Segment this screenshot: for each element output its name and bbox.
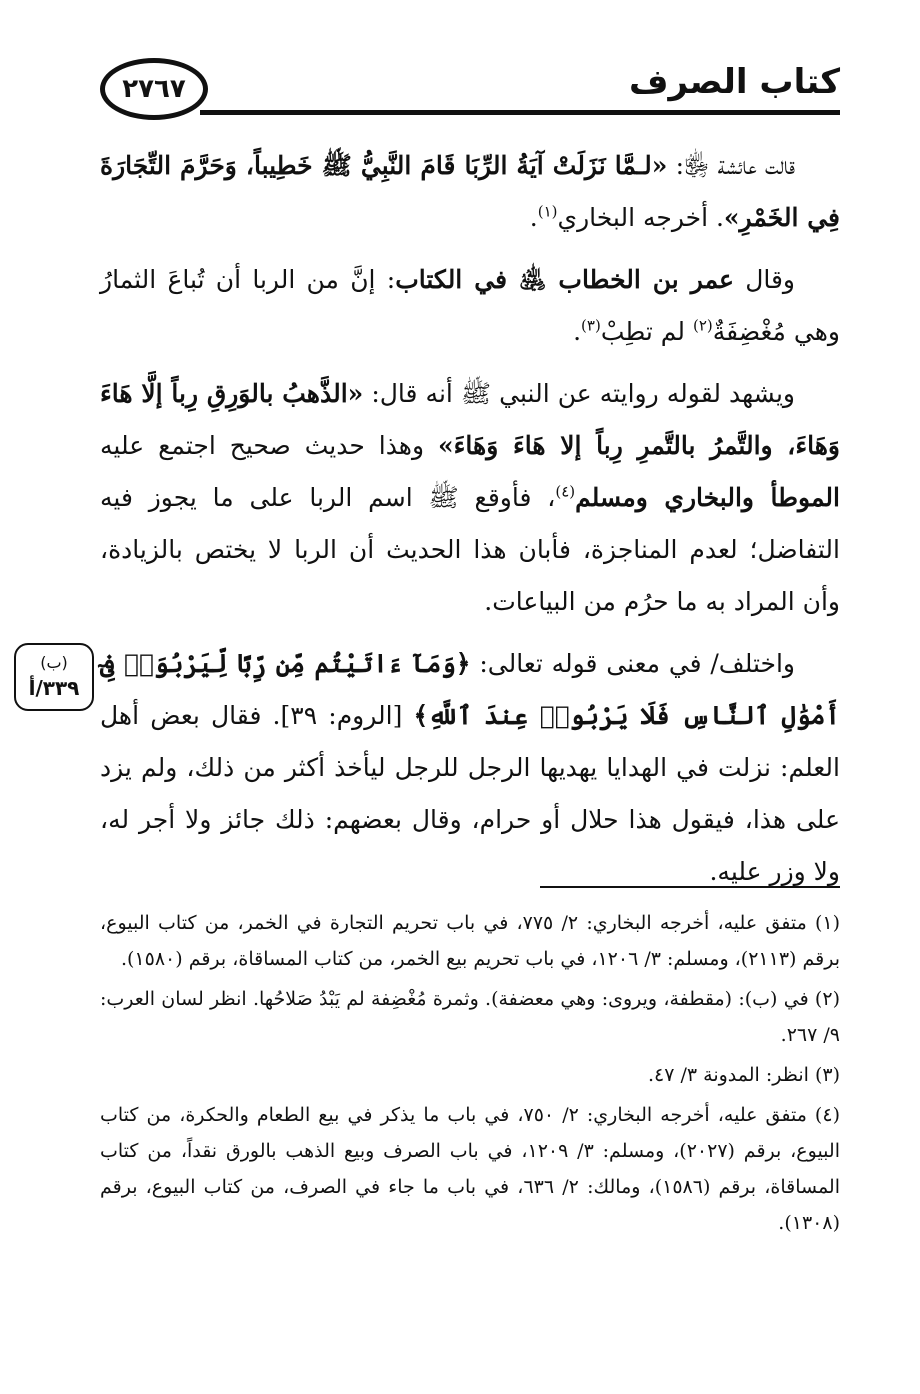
footnote-separator <box>540 886 840 888</box>
text-span: وقال <box>733 265 795 294</box>
text-span: . <box>529 203 538 232</box>
footnote-ref-1[interactable]: (١) <box>537 202 558 221</box>
footnote-4: (٤) متفق عليه، أخرجه البخاري: ٢/ ٧٥٠، في باب ما يذكر في بيع الطعام والحكرة، من كتاب البيوع، برقم (٢٠٢٧)، ومسلم: ٣/ ١٢٠٩، في باب الصرف وبيع الذهب بالورق نقداً، من كتاب المساقاة، برقم (١٥٨٦)، ومالك: ٢/ ٦٣٦، في باب ما جاء في الصرف، من كتاب البيوع، برقم (١٣٠٨). <box>100 1104 840 1234</box>
header-rule <box>200 110 840 115</box>
running-title: كتاب الصرف <box>629 62 840 102</box>
text-span: قالت عائشة ﵂: <box>667 151 795 180</box>
page-header <box>0 0 920 140</box>
footnote-ref-3[interactable]: (٣) <box>581 316 601 335</box>
footnote-2: (٢) في (ب): (مقطفة، ويروى: وهي معضفة). وثمرة مُغْضِفة لم يَبْدُ صَلاحُها. انظر لسان العرب: ٩/ ٢٦٧. <box>100 988 840 1046</box>
footnote-1: (١) متفق عليه، أخرجه البخاري: ٢/ ٧٧٥، في باب تحريم التجارة في الخمر، من كتاب البيوع، برقم (٢١١٣)، ومسلم: ٣/ ١٢٠٦، في باب تحريم بيع الخمر، من كتاب المساقاة، برقم (١٥٨٠). <box>100 912 841 970</box>
hadith-quote: «الذَّهبُ بالوَرِقِ رِباً إلَّا هَاءَ وَهَاءَ، والتَّمرُ بالتَّمرِ رِباً إلا هَاءَ وَهَاءَ» <box>100 379 840 460</box>
main-text <box>100 140 840 908</box>
text-span: . <box>573 317 582 346</box>
bold-phrase: الموطأ والبخاري ومسلم <box>575 483 840 512</box>
folio-manuscript-label: (ب) <box>40 653 68 672</box>
page-number: ٢٧٦٧ <box>100 58 208 120</box>
text-span: وهذا حديث صحيح اجتمع عليه <box>100 431 439 460</box>
footnote-3: (٣) انظر: المدونة ٣/ ٤٧. <box>647 1064 840 1086</box>
text-span: ، فأوقع ﷺ اسم الربا على ما يجوز فيه التفاضل؛ لعدم المناجزة، فأبان هذا الحديث أن الربا لا يختص بالزيادة، وأن المراد به ما حرُم من البياعات. <box>100 483 840 616</box>
manuscript-folio-note <box>14 643 94 711</box>
text-span: لم تطِبْ <box>600 317 693 346</box>
text-span: . أخرجه البخاري <box>557 203 724 232</box>
paragraph-gold-hadith <box>100 368 840 628</box>
folio-number: ٣٣٩/أ <box>28 676 80 700</box>
footnote-ref-2[interactable]: (٢) <box>692 316 713 335</box>
text-span: واختلف/ في معنى قوله تعالى: <box>470 649 795 678</box>
bold-phrase: عمر بن الخطاب ﵁ في الكتاب <box>395 265 734 294</box>
paragraph-umar <box>100 254 840 358</box>
hadith-quote: «لـمَّا نَزَلَتْ آيَةُ الرِّبَا قَامَ النَّبِيُّ ﷺ خَطِيباً، وَحَرَّمَ التِّجَارَةَ فِي الخَمْرِ» <box>100 151 840 232</box>
text-span: : إنَّ من الربا أن تُباعَ الثمارُ وهي مُغْضِفَةٌ <box>100 265 840 346</box>
footnote-ref-4[interactable]: (٤) <box>555 482 576 501</box>
paragraph-quran-verse <box>100 638 840 898</box>
quran-verse: ﴿وَمَآ ءَاتَيْتُم مِّن رِّبًا لِّيَرْبُوَا۟ فِىٓ أَمْوَٰلِ ٱلنَّاسِ فَلَا يَرْبُوا۟ عِندَ ٱللَّهِ﴾ <box>100 649 841 730</box>
paragraph-aisha-hadith <box>100 140 840 244</box>
text-span: ويشهد لقوله روايته عن النبي ﷺ أنه قال: <box>363 379 795 408</box>
text-span: [الروم: ٣٩]. فقال بعض أهل العلم: نزلت في الهدايا يهديها الرجل للرجل ليأخذ أكثر من ذلك، ولم يزد على هذا، فيقول هذا حلال أو حرام، وقال بعضهم: ذلك جائز ولا أجر له، ولا وزر عليه. <box>100 701 840 886</box>
footnotes <box>100 905 840 1245</box>
